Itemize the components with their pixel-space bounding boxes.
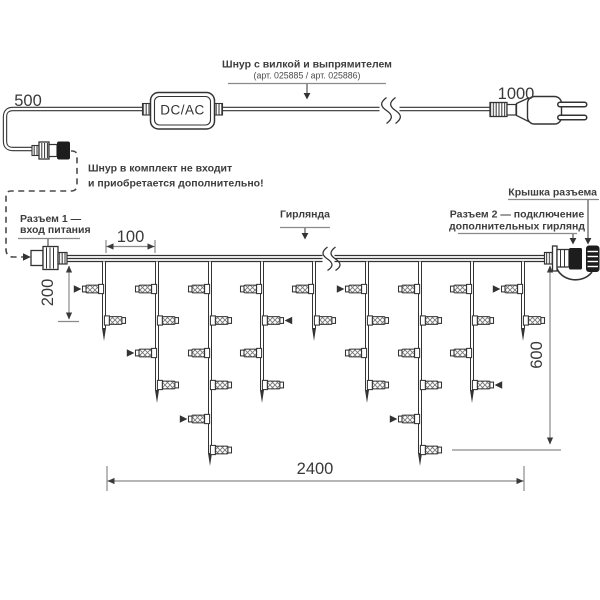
callout-cord-title xyxy=(222,59,392,100)
icicle-bulb xyxy=(293,284,314,293)
icicle-bulb xyxy=(367,316,388,325)
callout-garland xyxy=(280,209,330,240)
connector2-output xyxy=(545,246,600,280)
icicle-bulb xyxy=(420,316,441,325)
dim-2400-label: 2400 xyxy=(296,460,334,478)
icicle-bulb xyxy=(523,316,544,325)
string-tip xyxy=(155,390,159,403)
icicle-bulb xyxy=(367,380,388,389)
icicle-bulb xyxy=(241,284,262,293)
dim-100 xyxy=(106,228,155,253)
icicle-bulb xyxy=(136,284,157,293)
callout-arrowhead xyxy=(570,238,577,245)
icicle-bulb xyxy=(157,316,178,325)
cord-male-connector xyxy=(32,142,70,160)
callout-arrowhead xyxy=(302,233,309,240)
icicle-bulb xyxy=(399,414,420,423)
dcac-label: DC/AC xyxy=(160,102,205,118)
icicle-bulb xyxy=(210,445,231,454)
icicle-bulb xyxy=(399,348,420,357)
cord-title-text: Шнур с вилкой и выпрямителем xyxy=(222,58,392,71)
connector-black-cap xyxy=(57,142,70,160)
dashed-arrowhead xyxy=(23,253,31,261)
note-line2: и приобретается дополнительно! xyxy=(88,177,264,190)
callout-arrowhead xyxy=(585,238,592,245)
garland-assembly xyxy=(31,246,600,467)
flash-bulb-arrow xyxy=(390,415,398,422)
icicle-bulb xyxy=(104,316,125,325)
dim-100-label: 100 xyxy=(116,228,145,246)
dim-600-label: 600 xyxy=(528,341,546,369)
flash-bulb-arrow xyxy=(285,317,293,324)
string-tip xyxy=(260,390,264,403)
icicle-bulb xyxy=(210,316,231,325)
icicle-bulb xyxy=(420,445,441,454)
icicle-bulb xyxy=(472,380,493,389)
garland-label: Гирлянда xyxy=(280,208,330,221)
connector1-line2: вход питания xyxy=(20,224,91,236)
connector1-power-input xyxy=(31,247,67,270)
drop-string xyxy=(451,262,494,404)
icicle-bulb xyxy=(420,380,441,389)
string-tip xyxy=(312,328,316,341)
icicle-bulb xyxy=(241,348,262,357)
connector2-body xyxy=(569,248,582,270)
note-cord-not-included xyxy=(88,163,264,190)
callout-arrowhead xyxy=(304,93,311,100)
cord-article-text: (арт. 025885 / арт. 025886) xyxy=(253,70,361,81)
cord-dashed-route xyxy=(6,151,77,261)
drop-string xyxy=(399,262,442,467)
string-tip xyxy=(470,390,474,403)
string-tip xyxy=(521,328,525,341)
string-tip xyxy=(365,390,369,403)
cap-label: Крышка разъема xyxy=(508,186,597,199)
icicle-bulb xyxy=(346,348,367,357)
icicle-bulb xyxy=(210,380,231,389)
dim-200 xyxy=(39,266,79,322)
drop-string xyxy=(502,262,545,342)
cord-break-mark xyxy=(391,98,401,124)
adapter-cord-left xyxy=(5,109,146,149)
icicle-bulb xyxy=(346,284,367,293)
note-line1: Шнур в комплект не входит xyxy=(88,162,233,175)
string-tip xyxy=(102,328,106,341)
flash-bulb-arrow xyxy=(180,415,188,422)
dim-1000-label: 1000 xyxy=(497,85,535,103)
icicle-bulb xyxy=(83,284,104,293)
cord-break-mark xyxy=(382,98,392,124)
icicle-bulb xyxy=(189,348,210,357)
connector2-line2: дополнительных гирлянд xyxy=(449,220,585,233)
flash-bulb-arrow xyxy=(74,285,82,292)
icicle-bulb xyxy=(189,414,210,423)
callout-connector2 xyxy=(449,209,585,245)
dimension-lines xyxy=(39,228,561,491)
icicle-bulb xyxy=(262,316,283,325)
icicle-bulb xyxy=(451,348,472,357)
drop-string xyxy=(136,262,179,404)
flash-bulb-arrow xyxy=(127,349,135,356)
drop-string xyxy=(241,262,284,404)
icicle-bulb xyxy=(136,348,157,357)
dim-2400 xyxy=(107,460,524,491)
plug-prongs xyxy=(560,105,585,118)
flash-bulb-arrow xyxy=(495,381,503,388)
dcac-converter xyxy=(143,93,223,130)
connector2-line1: Разъем 2 — подключение xyxy=(449,208,585,221)
drop-string xyxy=(293,262,336,342)
icicle-bulb xyxy=(399,284,420,293)
icicle-bulb xyxy=(157,380,178,389)
icicle-bulb xyxy=(262,380,283,389)
dim-500-label: 500 xyxy=(14,92,42,110)
drop-string xyxy=(346,262,389,404)
icicle-bulb xyxy=(502,284,523,293)
adapter-cord-right xyxy=(223,98,491,124)
icicle-bulb xyxy=(451,284,472,293)
icicle-bulb xyxy=(472,316,493,325)
drop-string xyxy=(83,262,126,342)
dim-200-label: 200 xyxy=(39,278,57,307)
flash-bulb-arrow xyxy=(337,285,345,292)
wire-break-mark xyxy=(323,247,332,271)
icicle-bulb xyxy=(189,284,210,293)
drop-strings-layer xyxy=(74,262,545,467)
flash-bulb-arrow xyxy=(493,285,501,292)
icicle-bulb xyxy=(314,316,335,325)
drop-string xyxy=(189,262,232,467)
connector1-line1: Разъем 1 — xyxy=(20,213,82,225)
connector-cap xyxy=(586,246,600,273)
